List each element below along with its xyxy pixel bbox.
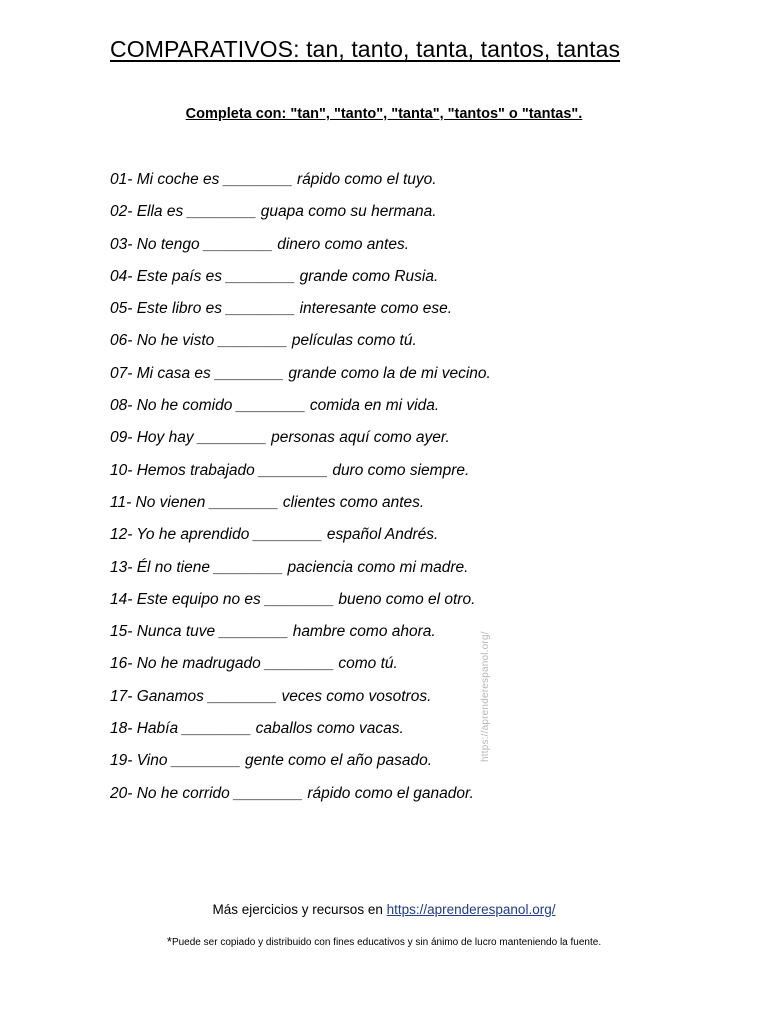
exercise-item: 20- No he corrido ________ rápido como el ganador.: [110, 784, 474, 802]
note-asterisk: *: [166, 934, 172, 949]
exercise-list: [110, 168, 491, 814]
exercise-item: 04- Este país es ________ grande como Rusia.: [110, 267, 439, 285]
exercise-item: 16- No he madrugado ________ como tú.: [110, 655, 398, 673]
exercise-item: 10- Hemos trabajado ________ duro como siempre.: [110, 461, 470, 479]
page-title: COMPARATIVOS: tan, tanto, tanta, tantos, tantas: [110, 36, 621, 62]
footer-resources: [0, 902, 768, 917]
exercise-item: 13- Él no tiene ________ paciencia como mi madre.: [110, 558, 469, 576]
instruction-text: Completa con: "tan", "tanto", "tanta", "tantos" o "tantas".: [185, 106, 583, 122]
footer-link[interactable]: https://aprenderespanol.org/: [386, 902, 556, 917]
exercise-item: 11- No vienen ________ clientes como antes.: [110, 493, 425, 511]
exercise-item: 06- No he visto ________ películas como tú.: [110, 332, 417, 350]
exercise-item: 03- No tengo ________ dinero como antes.: [110, 235, 410, 253]
copyright-note: [0, 934, 768, 949]
exercise-item: 17- Ganamos ________ veces como vosotros.: [110, 687, 432, 705]
watermark-url: https://aprenderespanol.org/: [480, 631, 491, 762]
exercise-item: 01- Mi coche es ________ rápido como el tuyo.: [110, 171, 437, 188]
exercise-item: 15- Nunca tuve ________ hambre como ahora.: [110, 623, 436, 641]
note-text: Puede ser copiado y distribuido con fines educativos y sin ánimo de lucro manteniendo la fuente.: [171, 937, 602, 948]
exercise-item: 12- Yo he aprendido ________ español Andrés.: [110, 526, 439, 544]
exercise-item: 09- Hoy hay ________ personas aquí como ayer.: [110, 429, 450, 447]
exercise-item: 05- Este libro es ________ interesante como ese.: [110, 300, 453, 318]
footer-prefix: Más ejercicios y recursos en: [212, 902, 387, 917]
exercise-item: 08- No he comido ________ comida en mi vida.: [110, 397, 440, 415]
exercise-item: 07- Mi casa es ________ grande como la de mi vecino.: [110, 364, 491, 382]
exercise-item: 02- Ella es ________ guapa como su hermana.: [110, 203, 437, 221]
exercise-item: 14- Este equipo no es ________ bueno como el otro.: [110, 590, 476, 608]
exercise-item: 18- Había ________ caballos como vacas.: [110, 720, 404, 738]
exercise-item: 19- Vino ________ gente como el año pasado.: [110, 752, 433, 770]
